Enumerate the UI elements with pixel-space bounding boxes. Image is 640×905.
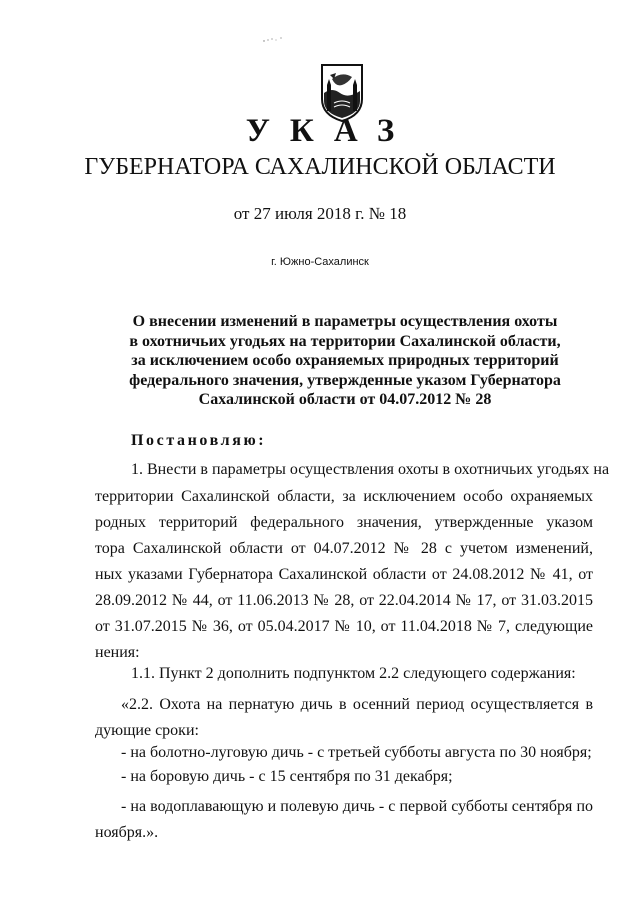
body-line: территории Сахалинской области, за исключением особо охраняемых (95, 488, 593, 505)
body-line: 1. Внести в параметры осуществления охоты в охотничьих угодьях на (131, 461, 610, 478)
scan-speck-marks (262, 36, 284, 44)
heading-line: О внесении изменений в параметры осуществления охоты (132, 313, 558, 330)
body-line: 1.1. Пункт 2 дополнить подпунктом 2.2 следующего содержания: (131, 665, 576, 682)
body-line: от 31.07.2015 № 36, от 05.04.2017 № 10, от 11.04.2018 № 7, следующие (95, 618, 593, 635)
body-line: 28.09.2012 № 44, от 11.06.2013 № 28, от 22.04.2014 № 17, от 31.03.2015 (95, 592, 593, 609)
decree-date-number: от 27 июля 2018 г. № 18 (233, 204, 407, 223)
body-line: тора Сахалинской области от 04.07.2012 № 28 с учетом изменений, (95, 540, 593, 557)
body-line: - на водоплавающую и полевую дичь - с первой субботы сентября по (121, 798, 593, 815)
decree-title: УКАЗ (245, 113, 415, 149)
issue-city: г. Южно-Сахалинск (271, 256, 369, 268)
body-line: дующие сроки: (95, 722, 199, 739)
body-line: ных указами Губернатора Сахалинской области от 24.08.2012 № 41, от (95, 566, 593, 583)
heading-line: федерального значения, утвержденные указом Губернатора (129, 371, 561, 389)
heading-line: в охотничьих угодьях на территории Сахалинской области, (129, 332, 561, 350)
body-line: родных территорий федерального значения, утвержденные указом (95, 514, 593, 531)
decree-heading (110, 312, 580, 410)
body-line: - на болотно-луговую дичь - с третьей субботы августа по 30 ноября; (121, 744, 592, 761)
body-line: - на боровую дичь - с 15 сентября по 31 декабря; (121, 768, 453, 785)
body-line: нения: (95, 644, 140, 661)
resolution-word: Постановляю: (131, 432, 267, 449)
body-line: «2.2. Охота на пернатую дичь в осенний период осуществляется в (121, 696, 593, 713)
issuer-subtitle: ГУБЕРНАТОРА САХАЛИНСКОЙ ОБЛАСТИ (84, 154, 556, 180)
body-line: ноября.». (95, 824, 159, 841)
heading-line: Сахалинской области от 04.07.2012 № 28 (198, 391, 492, 409)
heading-line: за исключением особо охраняемых природных территорий (131, 352, 559, 370)
